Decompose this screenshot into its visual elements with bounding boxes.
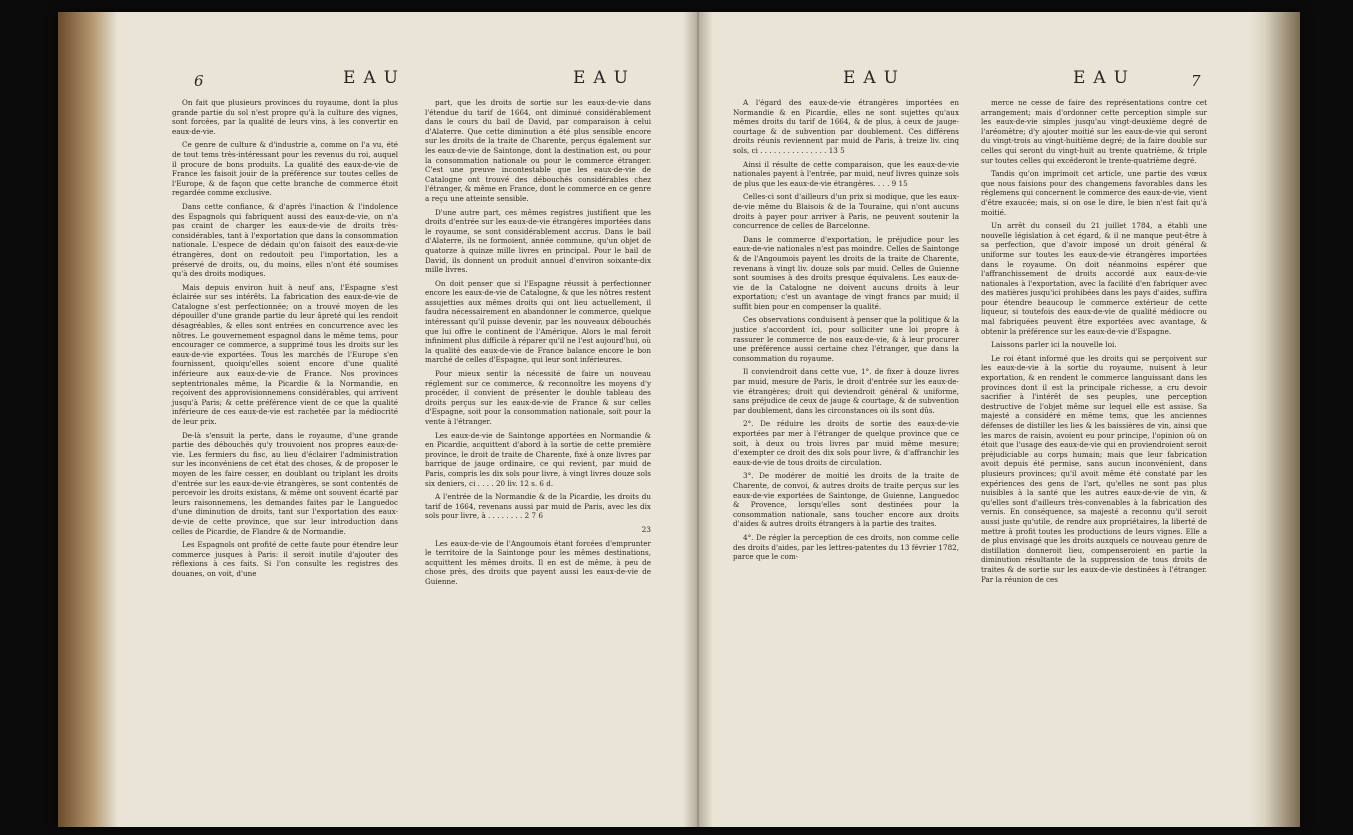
paragraph: Les eaux-de-vie de Saintonge apportées en Normandie & en Picardie, acquittent d'abord à la sortie de cette première province, le droit de traite de Charente, fixé à onze livres par barrique de jauge ordinaire, ce qui revient, par muid de Paris, compris les dix sols pour livre, à vingt livres douze sols six deniers, ci . . . . 20 liv. 12 s. 6 d.	[425, 430, 651, 488]
page-number: 7	[1191, 72, 1201, 90]
paragraph: Un arrêt du conseil du 21 juillet 1784, a établi une nouvelle législation à cet égard, & il ne manque peut-être à sa perfection, que d'avoir imposé un droit général & uniforme sur toutes les eaux-de-vie étrangères importées dans le royaume. On doit néanmoins espérer que l'affranchissement de droits accordé aux eaux-de-vie nationales à l'exportation, avec la facilité d'en fabriquer avec des matières jusqu'ici prohibées dans les pays d'aides, suffira pour étendre beaucoup le commerce extérieur de cette liqueur, si toutefois des eaux-de-vie de qualité médiocre ou mal fabriquées peuvent être exportées avec avantage, & obtenir la préférence sur les eaux-de-vie d'Espagne.	[981, 221, 1207, 336]
text-column-2	[981, 98, 1207, 588]
text-column-1	[733, 98, 959, 566]
right-book-edge	[1250, 12, 1300, 827]
paragraph: A l'égard des eaux-de-vie étrangères importées en Normandie & en Picardie, elles ne sont sujettes qu'aux mêmes droits du tarif de 1664, & de plus, à ceux de jauge-courtage & de subvention par doublement. Ces différens droits réunis reviennent par muid de Paris, à treize liv. cinq sols, ci . . . . . . . . . . . . . . . 13 5	[733, 98, 959, 155]
paragraph: On fait que plusieurs provinces du royaume, dont la plus grande partie du sol n'est propre qu'à la culture des vignes, sont forcées, par la qualité de leurs vins, à les convertir en eaux-de-vie.	[172, 98, 398, 136]
text-column-1	[172, 98, 398, 583]
paragraph: Ces observations conduisent à penser que la politique & la justice s'accordent ici, pour solliciter une loi propre à rassurer le commerce de nos eaux-de-vie, & à leur procurer une préférence aussi certaine chez l'étranger, que dans la consommation du royaume.	[733, 315, 959, 363]
paragraph: Pour mieux sentir la nécessité de faire un nouveau réglement sur ce commerce, & reconnoître les moyens d'y procéder, il convient de présenter le double tableau des droits perçus sur les eaux-de-vie de France & sur celles d'Espagne, soit pour la consommation nationale, soit pour la vente à l'étranger.	[425, 369, 651, 426]
paragraph: Le roi étant informé que les droits qui se perçoivent sur les eaux-de-vie à la sortie du royaume, nuisent à leur exportation, & en rendent le commerce languissant dans les provinces dont il est la principale richesse, a cru devoir sacrifier à l'intérêt de ses peuples, une perception destructive de l'objet même sur lequel elle est assise. Sa majesté a considéré en même tems, que les anciennes défenses de distiller les lies & les baissières de vin, ainsi que les marcs de raisin, avoient eu pour principe, l'opinion où on étoit que l'usage des eaux-de-vie qui en proviendroient seroit préjudiciable au corps humain; mais que leur fabrication avoit depuis été permise, sans aucun inconvénient, dans plusieurs provinces; qu'il avoit même été constaté par les expériences des gens de l'art, qu'elles ne sont pas plus nuisibles à la santé que les autres eaux-de-vie de vin, & qu'elles sont d'ailleurs très-convenables à la fabrication des vernis. En conséquence, sa majesté a reconnu qu'il seroit aussi juste qu'utile, de rendre aux propriétaires, la liberté de mettre à profit toutes les productions de leurs vignes. Elle a de plus envisagé que les droits auxquels ce nouveau genre de distillation donneroit lieu, compenseroient en partie la diminution résultante de la suppression de tous droits de traites & de sortie sur les eaux-de-vie destinées à l'étranger. Par la réunion de ces	[981, 353, 1207, 584]
paragraph: De-là s'ensuit la perte, dans le royaume, d'une grande partie des débouchés qu'y trouvoient nos propres eaux-de-vie. Les fermiers du fisc, au lieu d'éclairer l'administration sur les inconvéniens de cet état des choses, & de proposer le moyen de les faire cesser, en doublant ou triplant les droits d'entrée sur les eaux-de-vie étrangères, se sont contentés de percevoir les droits existans, & même ont souvent écarté par leurs raisonnemens, les demandes faites par le Languedoc d'une diminution de droits, tant sur l'exportation des eaux-de-vie de cette province, que sur leur introduction dans celles de Picardie, de Flandre & de Normandie.	[172, 430, 398, 536]
paragraph: Dans cette confiance, & d'après l'inaction & l'indolence des Espagnols qui fabriquent aussi des eaux-de-vie, on n'a pas craint de charger les eaux-de-vie de droits très-considérables, tant à l'exportation que dans la consommation nationale. L'espece de dédain qu'on faisoit des eaux-de-vie étrangères, dont on redoutoit peu l'importation, les a préservé de droits, ou, du moins, elles n'ont été soumises qu'à des droits modiques.	[172, 201, 398, 279]
paragraph: Ce genre de culture & d'industrie a, comme on l'a vu, été de tout tems très-intéressant pour les revenus du roi, auquel il procure de bons produits. La qualité des eaux-de-vie de France les faisoit jouir de la préférence sur toutes celles de l'Europe, & de façon que cette branche de commerce étoit regardée comme exclusive.	[172, 140, 398, 198]
text-column-2	[425, 98, 651, 591]
paragraph: Celles-ci sont d'ailleurs d'un prix si modique, que les eaux-de-vie même du Blaisois & de la Touraine, qui n'ont aucuns droits à payer pour arriver à Paris, ne peuvent soutenir la concurrence de celles de Barcelonne.	[733, 192, 959, 231]
paragraph: Il conviendroit dans cette vue, 1°. de fixer à douze livres par muid, mesure de Paris, le droit d'entrée sur les eaux-de-vie étrangères; droit qui deviendroit général & uniforme, sans préjudice de ceux de jauge & courtage, & de subvention par doublement, dans les circonstances où ils sont dûs.	[733, 367, 959, 415]
sum-line: 23	[641, 524, 651, 534]
paragraph: Ainsi il résulte de cette comparaison, que les eaux-de-vie nationales payent à l'entrée, par muid, neuf livres quinze sols de plus que les eaux-de-vie étrangères. . . . 9 15	[733, 159, 959, 188]
running-head: EAU	[343, 68, 407, 88]
paragraph: merce ne cesse de faire des représentations contre cet arrangement; mais d'ordonner cette perception simple sur les eaux-de-vie simples jusqu'au vingt-deuxième degré de l'aréomètre; d'y ajouter moitié sur les eaux-de-vie qui seront du vingt-trois au vingt-huitième degré; de la faire double sur celles qui seront du vingt-huit au trente quatrième, & triple sur toutes celles qui excéderont le trente-quatrième degré.	[981, 98, 1207, 165]
paragraph: Les Espagnols ont profité de cette faute pour étendre leur commerce jusques à Paris: il seroit inutile d'ajouter des réflexions à ces faits. Si l'on consulte les registres des douanes, on voit, d'une	[172, 540, 398, 578]
left-book-edge	[58, 12, 118, 827]
paragraph: Tandis qu'on imprimoit cet article, une partie des vœux que nous faisions pour des changemens favorables dans les réglemens qui concernent le commerce des eaux-de-vie, vient d'être exaucée; mais, si on ose le dire, le bien n'est fait qu'à moitié.	[981, 169, 1207, 217]
running-head: EAU	[843, 68, 907, 88]
running-head-2: EAU	[1073, 68, 1137, 88]
page-number: 6	[194, 72, 204, 90]
section-heading: Laissons parler ici la nouvelle loi.	[991, 340, 1117, 350]
paragraph: Mais depuis environ huit à neuf ans, l'Espagne s'est éclairée sur ses intérêts. La fabrication des eaux-de-vie de Catalogne s'est perfectionnée; on a trouvé moyen de les dépouiller d'une grande partie du leur âpreté qui les rendoit désagréables, & elles sont entrées en concurrence avec les nôtres. Le gouvernement espagnol dans le même tems, pour encourager ce commerce, a supprimé tous les droits sur les eaux-de-vie exportées. Tous les marchés de l'Europe s'en fournissent, quoiqu'elles soient encore d'une qualité inférieure aux eaux-de-vie de France. Nos provinces septentrionales même, la Picardie & la Normandie, en reçoivent des approvisionnemens considérables, qui arrivent jusqu'à Paris; & cette préférence vient de ce que la qualité inférieure de ces eaux-de-vie est rachetée par la médiocrité de leur prix.	[172, 282, 398, 426]
paragraph: 4°. De régler la perception de ces droits, non comme celle des droits d'aides, par les lettres-patentes du 13 février 1782, parce que le com-	[733, 532, 959, 562]
paragraph: 3°. De modérer de moitié les droits de la traite de Charente, de convoi, & autres droits de traite perçus sur les eaux-de-vie exportées de Saintonge, de Guienne, Languedoc & Provence, lorsqu'elles sont destinées pour la consommation nationale, sans toucher encore aux droits d'aides & autres droits étrangers à la partie des traites.	[733, 471, 959, 529]
right-page	[713, 12, 1253, 827]
left-page	[128, 12, 683, 827]
paragraph: 2°. De réduire les droits de sortie des eaux-de-vie exportées par mer à l'étranger de quelque province que ce soit, à deux ou trois livres par muid même mesure; d'exempter ce droit des dix sols pour livre, & d'affranchir les eaux-de-vie de tous droits de circulation.	[733, 419, 959, 467]
paragraph: On doit penser que si l'Espagne réussit à perfectionner encore les eaux-de-vie de Catalogne, & que les nôtres restent assujetties aux mêmes droits qui ont lieu actuellement, il faudra nécessairement en abandonner le commerce, quelque intéressant qu'il puisse devenir, par les nouveaux débouchés que lui offre le continent de l'Amérique. Alors le mal feroit infiniment plus difficile à réparer qu'il ne l'est aujourd'hui, où la qualité des eaux-de-vie de France balance encore le bon marché de celles d'Espagne, qui leur sont inférieures.	[425, 278, 651, 365]
paragraph: D'une autre part, ces mêmes registres justifient que les droits d'entrée sur les eaux-de-vie étrangères importées dans le royaume, se sont considérablement accrus. Dans le bail d'Alaterre, ils ne formoient, année commune, qu'un objet de quatorze à quinze mille livres en principal. Pour le bail de David, ils donnent un produit annuel d'environ soixante-dix mille livres.	[425, 207, 651, 275]
paragraph: Les eaux-de-vie de l'Angoumois étant forcées d'emprunter le territoire de la Saintonge pour les mêmes destinations, acquittent les mêmes droits. Il en est de même, à peu de chose près, des droits que payent aussi les eaux-de-vie de Guienne.	[425, 538, 651, 586]
paragraph: Dans le commerce d'exportation, le préjudice pour les eaux-de-vie nationales n'est pas moindre. Celles de Saintonge & de l'Angoumois payent les droits de la traite de Charente, revenans à vingt liv. douze sols par muid. Celles de Guienne sont soumises à des droits presque équivalens. Les eaux-de-vie de la Catalogne ne doivent aucuns droits à leur exportation; c'est un avantage de vingt francs par muid; il suffit bien pour en compenser la qualité.	[733, 234, 959, 311]
paragraph: A l'entrée de la Normandie & de la Picardie, les droits du tarif de 1664, revenans aussi par muid de Paris, avec les dix sols pour livre, à . . . . . . . . 2 7 6	[425, 492, 651, 521]
paragraph: part, que les droits de sortie sur les eaux-de-vie dans l'étendue du tarif de 1664, ont diminué considérablement dans le cours du bail de David, par comparaison à celui d'Alaterre. Que cette diminution a été plus sensible encore sur les droits de la traite de Charente, perçus également sur les eaux-de-vie de Saintonge, dont la destination est, ou pour la consommation nationale ou pour le commerce étranger. C'est une preuve incontestable que les eaux-de-vie de Catalogne ont trouvé des débouchés considérables chez l'étranger, & même en France, dont le commerce en ce genre a reçu une atteinte sensible.	[425, 98, 651, 203]
book-gutter	[683, 12, 713, 827]
book-spread	[58, 12, 1300, 827]
running-head-2: EAU	[573, 68, 637, 88]
